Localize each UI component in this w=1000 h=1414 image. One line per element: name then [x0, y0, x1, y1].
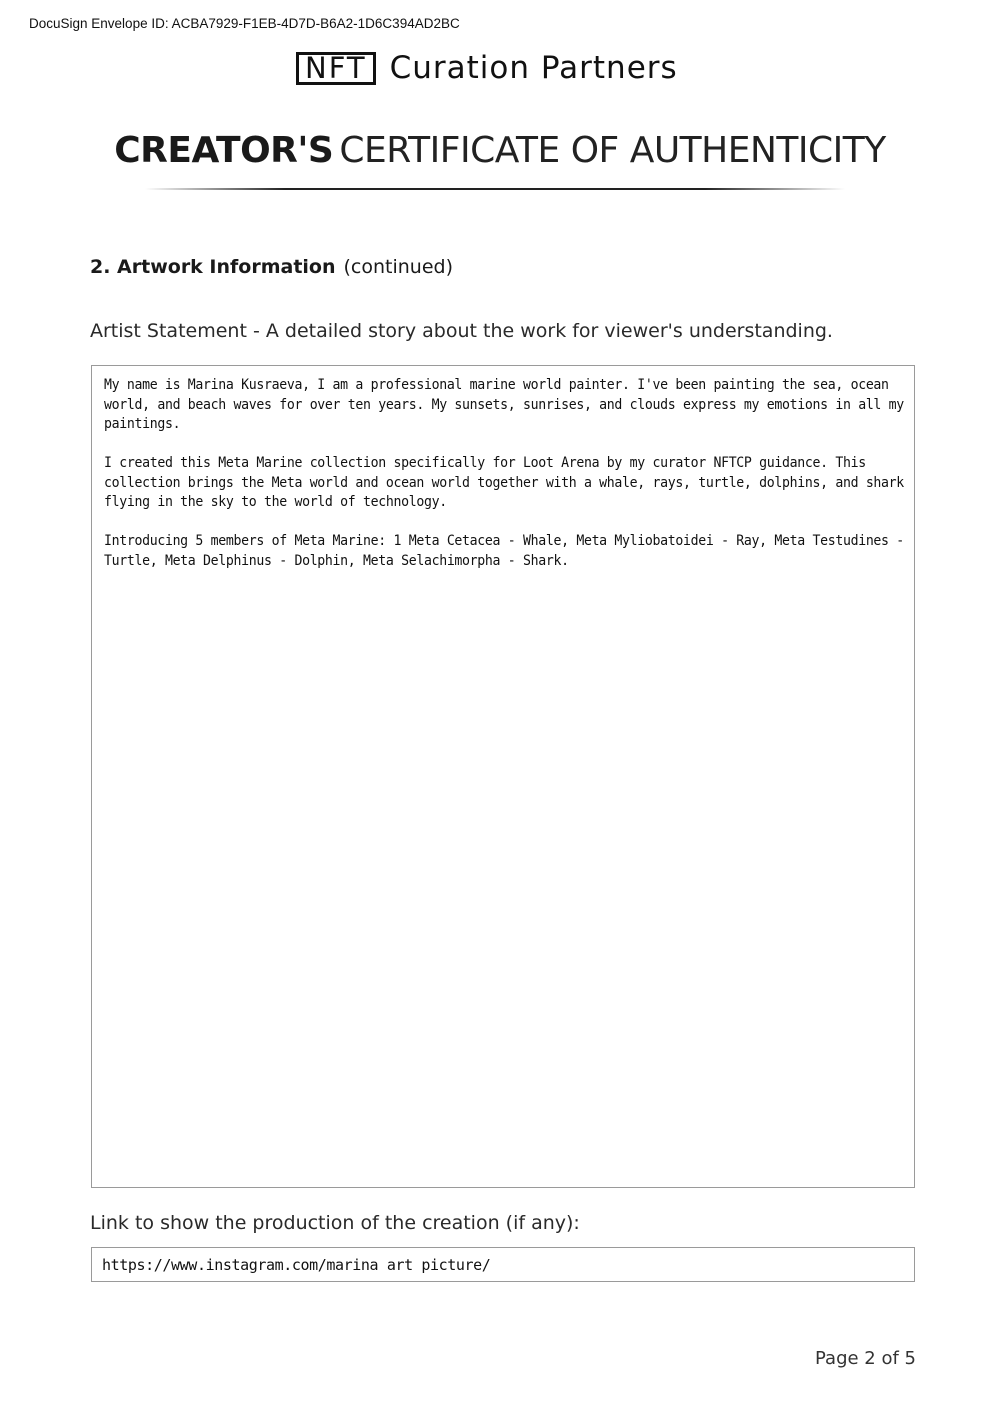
section-heading	[90, 256, 453, 278]
certificate-title-bold: CREATOR'S	[114, 130, 334, 171]
statement-paragraph: My name is Marina Kusraeva, I am a professional marine world painter. I've been painting the sea, ocean world, and beach waves for over ten years. My sunsets, sunrises, and clouds express my emotions in all my paintings.	[104, 377, 904, 432]
logo-nft-box: NFT	[296, 52, 376, 85]
logo-wordmark: Curation Partners	[389, 49, 678, 86]
statement-paragraph: I created this Meta Marine collection specifically for Loot Arena by my curator NFTCP guidance. This collection brings the Meta world and ocean world together with a whale, rays, turtle, dolphins, and shark flying in the sky to the world of technology.	[104, 455, 904, 510]
section-heading-continued: (continued)	[343, 256, 454, 278]
statement-paragraph: Introducing 5 members of Meta Marine: 1 Meta Cetacea - Whale, Meta Myliobatoidei - Ray, Meta Testudines - Turtle, Meta Delphinus - Dolphin, Meta Selachimorpha - Shark.	[104, 533, 904, 569]
nft-curation-partners-logo	[296, 48, 678, 88]
production-link-value: https://www.instagram.com/marina art picture/	[102, 1255, 491, 1274]
page-number: Page 2 of 5	[815, 1348, 916, 1369]
production-link-field[interactable]	[91, 1247, 915, 1282]
title-divider	[145, 188, 845, 190]
section-heading-title: 2. Artwork Information	[90, 256, 336, 278]
certificate-title	[0, 130, 1000, 171]
artist-statement-prompt: Artist Statement - A detailed story about the work for viewer's understanding.	[90, 320, 833, 342]
artist-statement-field[interactable]	[91, 365, 915, 1188]
certificate-title-light: CERTIFICATE OF AUTHENTICITY	[339, 130, 886, 171]
production-link-prompt: Link to show the production of the creation (if any):	[90, 1212, 580, 1234]
docusign-envelope-id: DocuSign Envelope ID: ACBA7929-F1EB-4D7D-B6A2-1D6C394AD2BC	[29, 16, 460, 31]
